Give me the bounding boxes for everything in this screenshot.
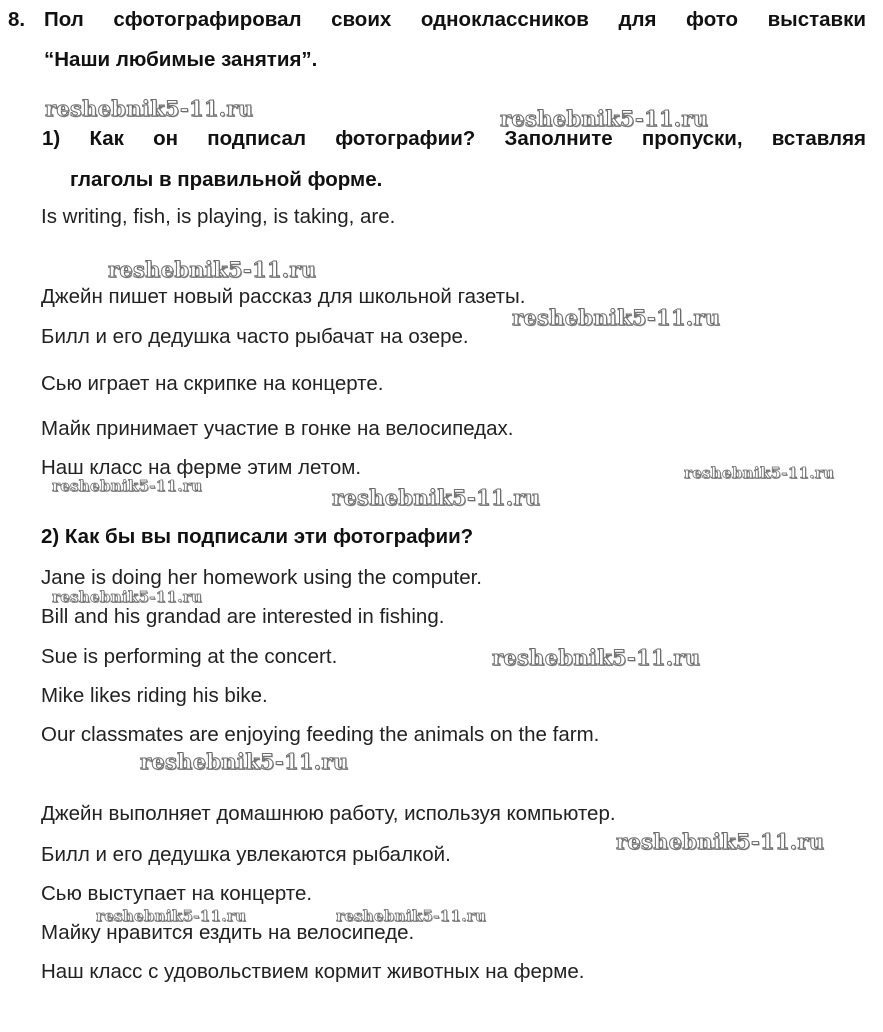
part1-translation-3: Сью играет на скрипке на концерте. [41,372,384,395]
watermark: reshebnik5-11.ru [500,106,709,131]
part1-translation-1: Джейн пишет новый рассказ для школьной газеты. [41,285,526,308]
watermark: reshebnik5-11.ru [492,645,701,670]
part2-heading: 2) Как бы вы подписали эти фотографии? [41,525,474,548]
watermark: reshebnik5-11.ru [616,829,825,854]
part2-english-3: Sue is performing at the concert. [41,645,338,668]
task-title-line-2: “Наши любимые занятия”. [44,48,318,71]
watermark: reshebnik5-11.ru [108,257,317,282]
part2-english-5: Our classmates are enjoying feeding the animals on the farm. [41,723,600,746]
part1-translation-5: Наш класс на ферме этим летом. [41,456,362,479]
part2-russian-1: Джейн выполняет домашнюю работу, используя компьютер. [41,802,616,825]
watermark: reshebnik5-11.ru [512,305,721,330]
part2-russian-4: Майку нравится ездить на велосипеде. [41,921,415,944]
part2-russian-3: Сью выступает на концерте. [41,882,313,905]
watermark: reshebnik5-11.ru [684,464,835,482]
part1-translation-4: Майк принимает участие в гонке на велосипедах. [41,417,514,440]
watermark: reshebnik5-11.ru [45,96,254,121]
watermark: reshebnik5-11.ru [140,749,349,774]
watermark: reshebnik5-11.ru [52,588,203,606]
part1-translation-2: Билл и его дедушка часто рыбачат на озере. [41,325,469,348]
watermark: reshebnik5-11.ru [336,907,487,925]
part2-english-2: Bill and his grandad are interested in fishing. [41,605,445,628]
watermark: reshebnik5-11.ru [332,485,541,510]
part1-heading-line-1: 1) Как он подписал фотографии? Заполните пропуски, вставляя [42,127,866,150]
part2-russian-5: Наш класс с удовольствием кормит животных на ферме. [41,960,585,983]
part2-english-4: Mike likes riding his bike. [41,684,268,707]
part2-russian-2: Билл и его дедушка увлекаются рыбалкой. [41,843,451,866]
watermark: reshebnik5-11.ru [96,907,247,925]
part1-heading-line-2: глаголы в правильной форме. [70,168,383,191]
task-number: 8. [8,8,26,31]
part1-answers: Is writing, fish, is playing, is taking, are. [41,205,396,228]
part2-english-1: Jane is doing her homework using the computer. [41,566,483,589]
task-title-line-1: Пол сфотографировал своих одноклассников для фото выставки [44,8,866,31]
watermark: reshebnik5-11.ru [52,477,203,495]
